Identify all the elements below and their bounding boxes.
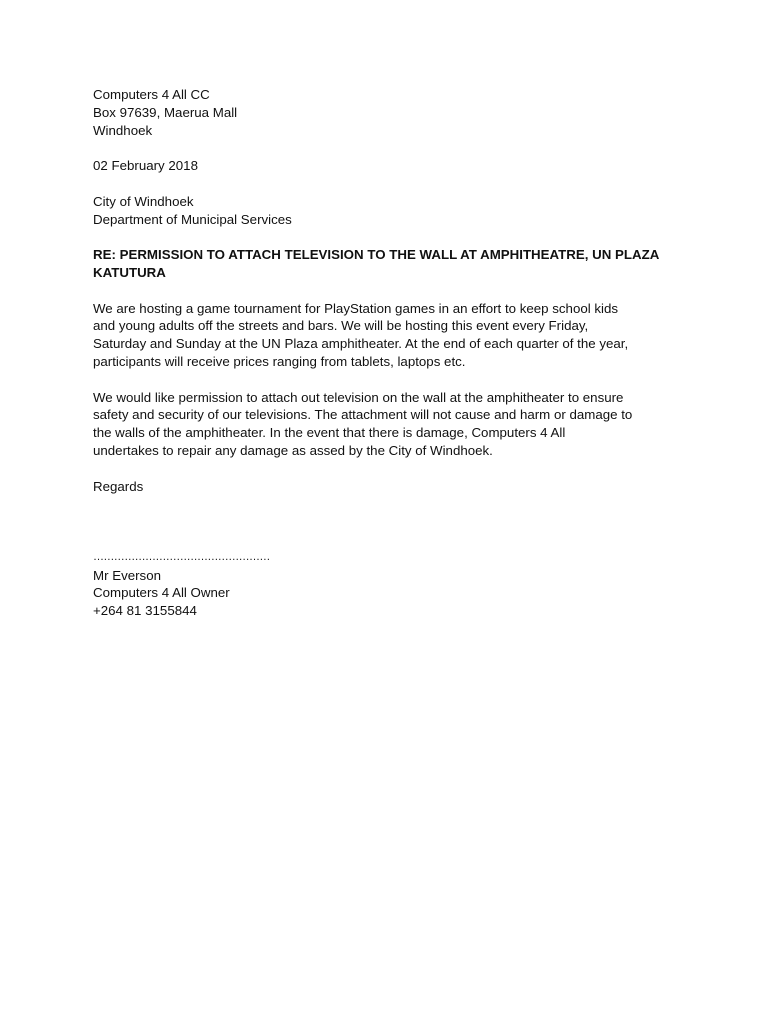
sender-box: Box 97639, Maerua Mall <box>93 104 238 120</box>
signatory-name: Mr Everson <box>93 567 161 583</box>
paragraph-1-line-1: We are hosting a game tournament for PlayStation games in an effort to keep school kids <box>93 300 619 316</box>
paragraph-2-line-4: undertakes to repair any damage as assed by the City of Windhoek. <box>93 442 493 458</box>
recipient-name: City of Windhoek <box>93 193 194 209</box>
sender-address <box>93 86 683 139</box>
paragraph-1-line-3: Saturday and Sunday at the UN Plaza amphitheater. At the end of each quarter of the year, <box>93 336 629 352</box>
letter-body <box>93 86 683 620</box>
recipient-address <box>93 193 683 229</box>
paragraph-1 <box>93 300 683 371</box>
recipient-department: Department of Municipal Services <box>93 211 292 227</box>
signatory-title: Computers 4 All Owner <box>93 585 230 601</box>
sender-company: Computers 4 All CC <box>93 87 210 102</box>
paragraph-2 <box>93 389 683 460</box>
closing-block <box>93 478 683 496</box>
paragraph-2-line-1: We would like permission to attach out television on the wall at the amphitheater to ensure <box>93 389 624 405</box>
sender-city: Windhoek <box>93 122 153 138</box>
paragraph-2-line-3: the walls of the amphitheater. In the event that there is damage, Computers 4 All <box>93 425 566 441</box>
letter-date-block <box>93 157 683 175</box>
subject-line-1: RE: PERMISSION TO ATTACH TELEVISION TO THE WALL AT AMPHITHEATRE, UN PLAZA <box>93 247 660 263</box>
signature-space <box>93 513 683 549</box>
signature-block <box>93 549 683 620</box>
paragraph-1-line-4: participants will receive prices ranging from tablets, laptops etc. <box>93 353 466 369</box>
subject-heading <box>93 246 683 282</box>
letter-date: 02 February 2018 <box>93 158 198 174</box>
subject-line-2: KATUTURA <box>93 264 166 280</box>
paragraph-2-line-2: safety and security of our televisions. The attachment will not cause and harm or damage to <box>93 407 633 423</box>
closing-text: Regards <box>93 478 144 494</box>
paragraph-1-line-2: and young adults off the streets and bars. We will be hosting this event every Friday, <box>93 318 589 334</box>
signature-dotted-line: …………………………………………… <box>93 550 270 563</box>
signatory-phone: +264 81 3155844 <box>93 603 197 619</box>
